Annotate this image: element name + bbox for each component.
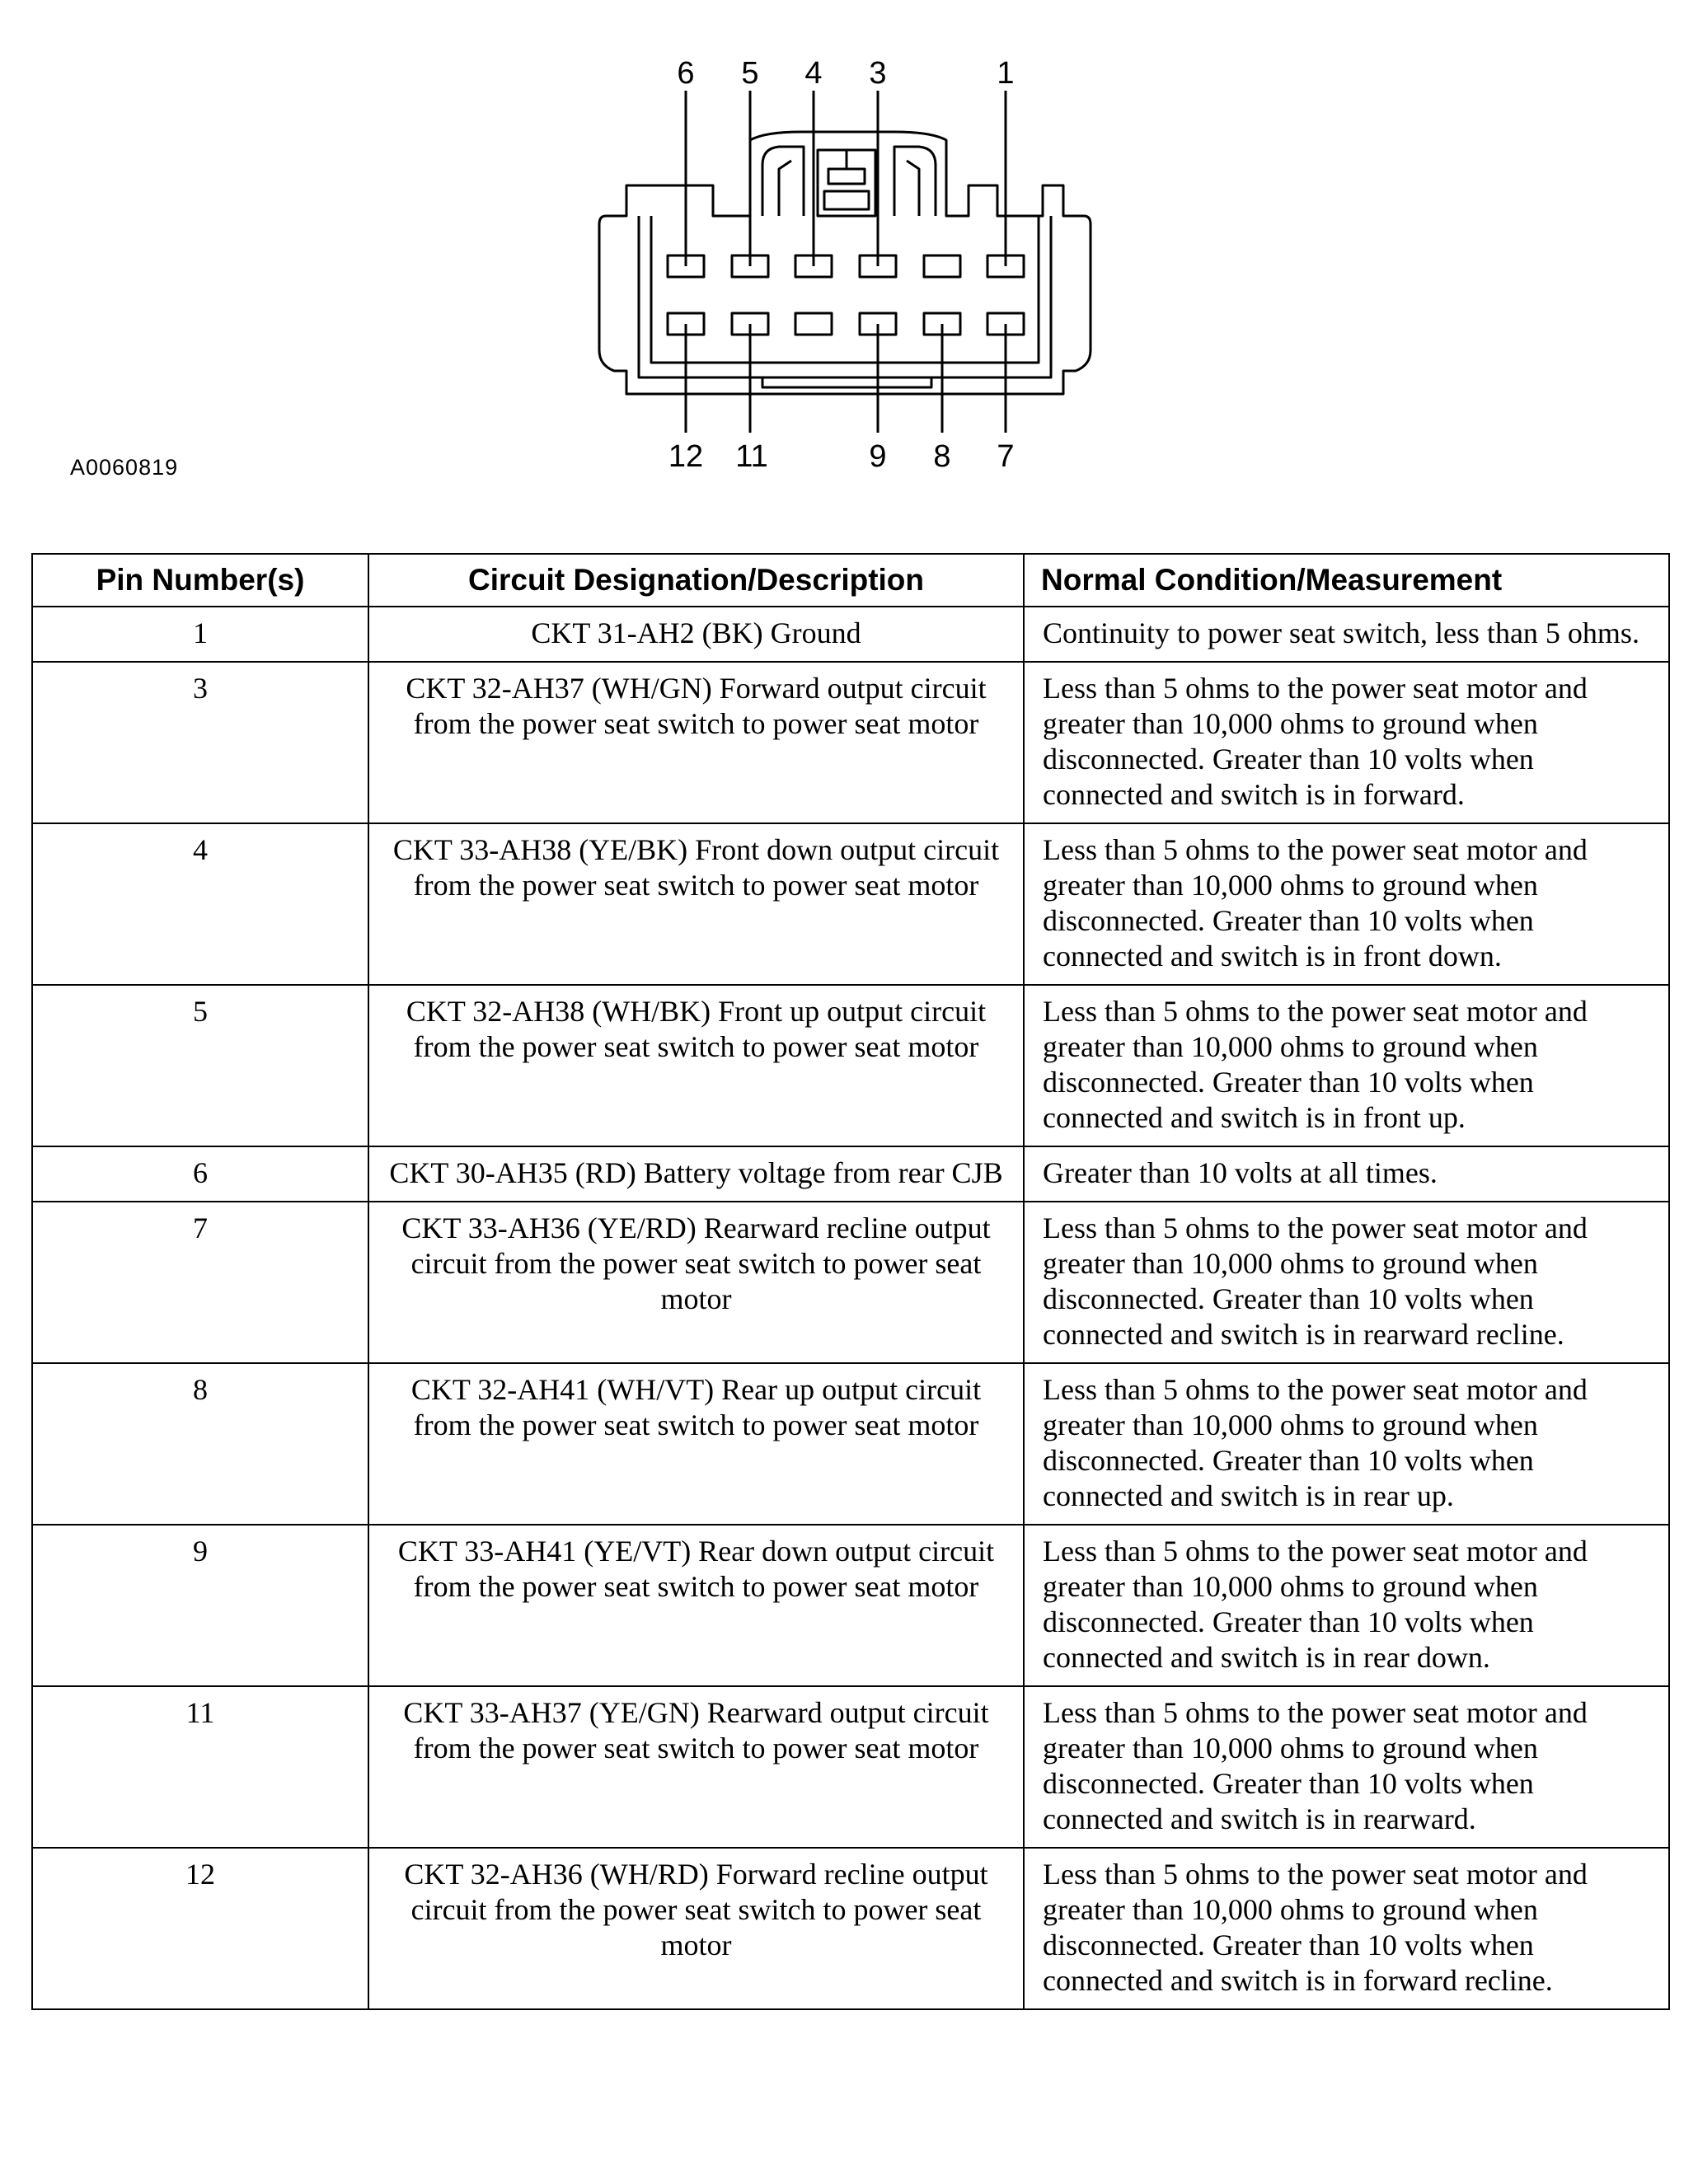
pin-number-cell: 8 bbox=[32, 1363, 368, 1525]
table-header-row bbox=[32, 554, 1669, 607]
pin-label-11: 11 bbox=[735, 439, 768, 474]
circuit-description-cell: CKT 30-AH35 (RD) Battery voltage from rear CJB bbox=[368, 1146, 1024, 1202]
table-row bbox=[32, 1202, 1669, 1363]
measurement-cell: Less than 5 ohms to the power seat motor and greater than 10,000 ohms to ground when disconnected. Greater than 10 volts when connected and switch is in rear down. bbox=[1024, 1525, 1669, 1686]
pin-number-cell: 4 bbox=[32, 823, 368, 985]
measurement-cell: Less than 5 ohms to the power seat motor and greater than 10,000 ohms to ground when disconnected. Greater than 10 volts when connected and switch is in forward recline. bbox=[1024, 1848, 1669, 2009]
pin-number-cell: 5 bbox=[32, 985, 368, 1146]
circuit-description-cell: CKT 33-AH41 (YE/VT) Rear down output circuit from the power seat switch to power seat motor bbox=[368, 1525, 1024, 1686]
pin-label-3: 3 bbox=[869, 56, 887, 91]
pin-number-cell: 11 bbox=[32, 1686, 368, 1848]
measurement-cell: Continuity to power seat switch, less than 5 ohms. bbox=[1024, 607, 1669, 662]
pin-label-7: 7 bbox=[997, 439, 1015, 474]
header-pin-numbers: Pin Number(s) bbox=[32, 554, 368, 607]
table-row bbox=[32, 1525, 1669, 1686]
figure-id: A0060819 bbox=[70, 455, 179, 480]
pin-label-12: 12 bbox=[668, 439, 704, 474]
measurement-cell: Less than 5 ohms to the power seat motor and greater than 10,000 ohms to ground when disconnected. Greater than 10 volts when connected and switch is in forward. bbox=[1024, 662, 1669, 823]
table-row bbox=[32, 607, 1669, 662]
header-circuit-description: Circuit Designation/Description bbox=[368, 554, 1024, 607]
pin-number-cell: 1 bbox=[32, 607, 368, 662]
table-row bbox=[32, 985, 1669, 1146]
table-row bbox=[32, 1363, 1669, 1525]
table-row bbox=[32, 1146, 1669, 1202]
circuit-description-cell: CKT 32-AH38 (WH/BK) Front up output circuit from the power seat switch to power seat motor bbox=[368, 985, 1024, 1146]
circuit-description-cell: CKT 32-AH41 (WH/VT) Rear up output circuit from the power seat switch to power seat motor bbox=[368, 1363, 1024, 1525]
measurement-cell: Less than 5 ohms to the power seat motor and greater than 10,000 ohms to ground when disconnected. Greater than 10 volts when connected and switch is in rear up. bbox=[1024, 1363, 1669, 1525]
measurement-cell: Less than 5 ohms to the power seat motor and greater than 10,000 ohms to ground when disconnected. Greater than 10 volts when connected and switch is in front down. bbox=[1024, 823, 1669, 985]
pin-number-cell: 6 bbox=[32, 1146, 368, 1202]
table-row bbox=[32, 1848, 1669, 2009]
header-normal-condition: Normal Condition/Measurement bbox=[1024, 554, 1669, 607]
circuit-description-cell: CKT 31-AH2 (BK) Ground bbox=[368, 607, 1024, 662]
table-row bbox=[32, 823, 1669, 985]
pin-label-4: 4 bbox=[804, 56, 823, 91]
pin-label-9: 9 bbox=[869, 439, 887, 474]
measurement-cell: Less than 5 ohms to the power seat motor and greater than 10,000 ohms to ground when disconnected. Greater than 10 volts when connected and switch is in front up. bbox=[1024, 985, 1669, 1146]
pin-number-cell: 12 bbox=[32, 1848, 368, 2009]
pin-number-cell: 9 bbox=[32, 1525, 368, 1686]
pin-label-8: 8 bbox=[933, 439, 951, 474]
table-row bbox=[32, 1686, 1669, 1848]
pin-label-5: 5 bbox=[741, 56, 759, 91]
measurement-cell: Less than 5 ohms to the power seat motor and greater than 10,000 ohms to ground when disconnected. Greater than 10 volts when connected and switch is in rearward recline. bbox=[1024, 1202, 1669, 1363]
circuit-description-cell: CKT 33-AH38 (YE/BK) Front down output circuit from the power seat switch to power seat motor bbox=[368, 823, 1024, 985]
circuit-description-cell: CKT 33-AH37 (YE/GN) Rearward output circuit from the power seat switch to power seat motor bbox=[368, 1686, 1024, 1848]
connector-face-drawing bbox=[0, 0, 1698, 511]
connector-diagram bbox=[0, 0, 1698, 511]
circuit-description-cell: CKT 32-AH36 (WH/RD) Forward recline output circuit from the power seat switch to power seat motor bbox=[368, 1848, 1024, 2009]
pin-label-6: 6 bbox=[677, 56, 695, 91]
pin-number-cell: 7 bbox=[32, 1202, 368, 1363]
circuit-description-cell: CKT 33-AH36 (YE/RD) Rearward recline output circuit from the power seat switch to power seat motor bbox=[368, 1202, 1024, 1363]
pin-test-table bbox=[31, 553, 1670, 2010]
measurement-cell: Greater than 10 volts at all times. bbox=[1024, 1146, 1669, 1202]
pin-number-cell: 3 bbox=[32, 662, 368, 823]
table-row bbox=[32, 662, 1669, 823]
circuit-description-cell: CKT 32-AH37 (WH/GN) Forward output circuit from the power seat switch to power seat motor bbox=[368, 662, 1024, 823]
measurement-cell: Less than 5 ohms to the power seat motor and greater than 10,000 ohms to ground when disconnected. Greater than 10 volts when connected and switch is in rearward. bbox=[1024, 1686, 1669, 1848]
pin-label-1: 1 bbox=[997, 56, 1015, 91]
